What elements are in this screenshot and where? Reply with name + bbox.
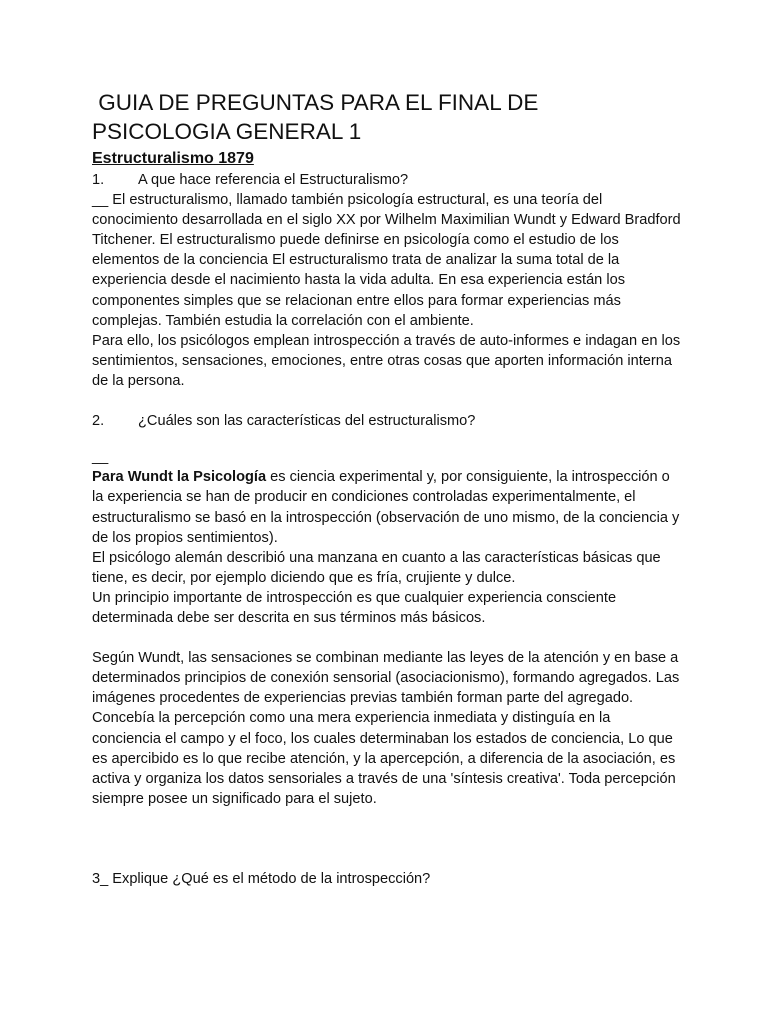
question-3: 3_ Explique ¿Qué es el método de la introspección? <box>92 870 431 887</box>
answer-2-paragraph-1-text: es ciencia experimental y, por consiguiente, la introspección o la experiencia se han de producir en condiciones controladas experimentalmente, el estructuralismo se basó en la introspección (observación de uno mismo, de la conciencia y de los propios sentimientos). <box>92 469 680 546</box>
answer-1-paragraph-1: __ El estructuralismo, llamado también psicología estructural, es una teoría del conocimiento desarrollada en el siglo XX por Wilhelm Maximilian Wundt y Edward Bradford Titchener. El estructuralismo puede definirse en psicología como el estudio de los elementos de la conciencia El estructuralismo trata de analizar la suma total de la experiencia desde el nacimiento hasta la vida adulta. En esa experiencia están los componentes simples que se relacionan entre ellos para formar experiencias más complejas. También estudia la correlación con el ambiente. <box>92 192 681 329</box>
answer-1-paragraph-2: Para ello, los psicólogos emplean introspección a través de auto-informes e indagan en los sentimientos, sensaciones, emociones, entre otras cosas que aporten información interna de la persona. <box>92 332 681 389</box>
question-1 <box>92 170 682 190</box>
question-2-text: ¿Cuáles son las características del estructuralismo? <box>138 413 476 430</box>
document-page <box>92 88 682 889</box>
answer-2-paragraph-4: Según Wundt, las sensaciones se combinan mediante las leyes de la atención y en base a determinados principios de conexión sensorial (asociacionismo), formando agregados. Las imágenes procedentes de experiencias previas también forman parte del agregado. Concebía la percepción como una mera experiencia inmediata y distinguía en la conciencia el campo y el foco, los cuales determinaban los estados de conciencia, Lo que es apercibido es lo que recibe atención, y la apercepción, a diferencia de la asociación, es activa y organiza los datos sensoriales a través de una 'síntesis creativa'. Toda percepción siempre posee un significado para el sujeto. <box>92 650 680 807</box>
question-1-number: 1. <box>92 172 105 188</box>
section-heading: Estructuralismo 1879 <box>92 150 254 167</box>
spacer <box>92 431 682 447</box>
spacer <box>92 809 682 869</box>
question-2 <box>92 411 682 431</box>
answer-2-paragraph-1 <box>92 467 682 547</box>
spacer <box>92 391 682 411</box>
question-2-number: 2. <box>92 413 105 430</box>
answer-2-paragraph-2: El psicólogo alemán describió una manzana en cuanto a las características básicas que tiene, es decir, por ejemplo diciendo que es fría, crujiente y dulce. <box>92 549 661 586</box>
answer-2-paragraph-3: Un principio importante de introspección es que cualquier experiencia consciente determinada debe ser descrita en sus términos más básicos. <box>92 589 617 626</box>
document-title: GUIA DE PREGUNTAS PARA EL FINAL DE PSICOLOGIA GENERAL 1 <box>92 90 545 144</box>
answer-2-dash: __ <box>92 449 109 466</box>
question-1-text: A que hace referencia el Estructuralismo? <box>138 172 409 188</box>
answer-2-bold-lead: Para Wundt la Psicología <box>92 469 267 486</box>
spacer <box>92 628 682 648</box>
